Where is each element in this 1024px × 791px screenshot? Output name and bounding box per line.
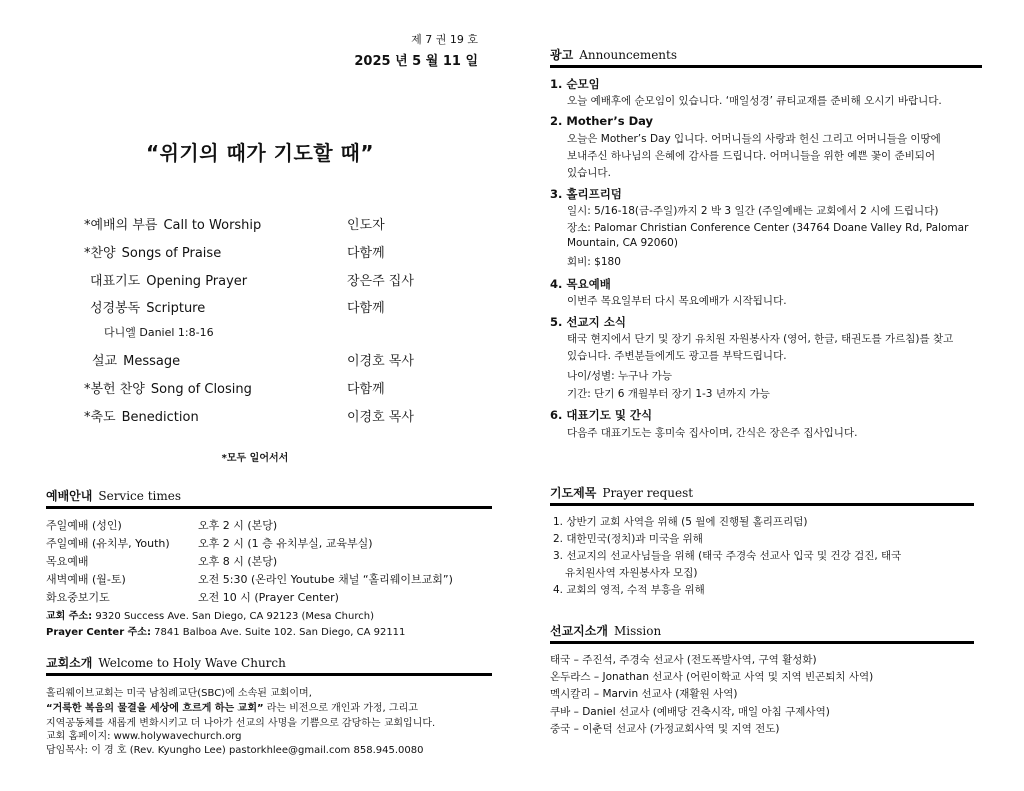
church-homepage: 교회 홈페이지: www.holywavechurch.org bbox=[46, 731, 242, 742]
order-item-ko: 성경봉독 bbox=[90, 301, 141, 316]
order-item-en: Message bbox=[123, 354, 181, 369]
church-address-label: 교회 주소: bbox=[46, 611, 93, 622]
announcement-line: 있습니다. 주변분들에게도 광고를 부탁드립니다. bbox=[567, 350, 787, 362]
service-time: 오후 2 시 (본당) bbox=[198, 519, 278, 532]
heading-ko: 기도제목 bbox=[550, 486, 597, 500]
announcement-line: 장소: Palomar Christian Conference Center (34764 Doane Valley Rd, Palomar bbox=[567, 222, 969, 234]
prayer-item: 1. 상반기 교회 사역을 위해 (5 월에 진행될 홀리프리덤) bbox=[553, 516, 808, 528]
welcome-vision-bold: “거룩한 복음의 물결을 세상에 흐르게 하는 교회” bbox=[46, 703, 264, 714]
prayer-item: 3. 선교지의 선교사님들을 위해 (태국 주경숙 선교사 입국 및 건강 검진, 태국 bbox=[553, 550, 902, 562]
announcement-title: 3. 홀리프리덤 bbox=[550, 187, 622, 201]
announcement-line: 다음주 대표기도는 홍미숙 집사이며, 간식은 장은주 집사입니다. bbox=[567, 427, 858, 439]
prayer-address-value: 7841 Balboa Ave. Suite 102. San Diego, CA 92111 bbox=[154, 627, 406, 638]
announcement-line: 회비: $180 bbox=[567, 256, 621, 268]
welcome-vision-rest: 라는 비전으로 개인과 가정, 그리고 bbox=[263, 703, 418, 714]
service-time: 오후 2 시 (1 층 유치부실, 교육부실) bbox=[198, 537, 373, 550]
service-times-heading bbox=[46, 487, 181, 504]
order-item-leader: 다함께 bbox=[347, 382, 385, 397]
heading-en: Mission bbox=[613, 624, 662, 638]
service-name: 새벽예배 (월-토) bbox=[46, 573, 126, 586]
announcements-divider bbox=[550, 65, 982, 68]
order-item-leader: 다함께 bbox=[347, 301, 385, 316]
order-item-ko: *봉헌 찬양 bbox=[84, 382, 145, 397]
bulletin-date: 2025 년 5 월 11 일 bbox=[354, 54, 478, 69]
order-item-en: Songs of Praise bbox=[121, 246, 222, 261]
prayer-item: 2. 대한민국(정치)과 미국을 위해 bbox=[553, 533, 703, 545]
mission-item: 온두라스 – Jonathan 선교사 (어린이학교 사역 및 지역 빈곤퇴치 사역) bbox=[550, 671, 874, 683]
mission-item: 쿠바 – Daniel 선교사 (예배당 건축시작, 매일 아침 구제사역) bbox=[550, 706, 830, 718]
order-item-en: Benediction bbox=[121, 410, 199, 425]
prayer-item: 4. 교회의 영적, 수적 부흥을 위해 bbox=[553, 584, 705, 596]
pastor-contact: 담임목사: 이 경 호 (Rev. Kyungho Lee) pastorkhlee@gmail.com 858.945.0080 bbox=[46, 745, 424, 756]
service-time: 오전 10 시 (Prayer Center) bbox=[198, 591, 339, 604]
welcome-line: 지역공동체를 새롭게 변화시키고 더 나아가 선교의 사명을 기쁨으로 감당하는 교회입니다. bbox=[46, 718, 436, 729]
announcement-line: 일시: 5/16-18(금-주일)까지 2 박 3 일간 (주일예배는 교회에서 2 시에 드립니다) bbox=[567, 205, 939, 217]
order-row-call-to-worship bbox=[84, 214, 444, 232]
heading-en: Prayer request bbox=[602, 486, 694, 500]
announcement-line: 보내주신 하나님의 은혜에 감사를 드립니다. 어머니들을 위한 예쁜 꽃이 준비되어 bbox=[567, 150, 936, 162]
welcome-heading bbox=[46, 654, 286, 671]
announcement-line: 태국 현지에서 단기 및 장기 유치원 자원봉사자 (영어, 한글, 태권도를 가르침)를 찾고 bbox=[567, 333, 954, 345]
announcement-line: 오늘은 Mother’s Day 입니다. 어머니들의 사랑과 헌신 그리고 어머니들을 이땅에 bbox=[567, 133, 941, 145]
announcement-line: 오늘 예배후에 순모임이 있습니다. ‘매일성경’ 큐티교재를 준비해 오시기 바랍니다. bbox=[567, 95, 942, 107]
prayer-divider bbox=[550, 503, 974, 506]
announcement-title: 5. 선교지 소식 bbox=[550, 315, 626, 329]
announcement-title: 6. 대표기도 및 간식 bbox=[550, 408, 653, 422]
announcement-line: 이번주 목요일부터 다시 목요예배가 시작됩니다. bbox=[567, 295, 787, 307]
announcement-title: 4. 목요예배 bbox=[550, 277, 611, 291]
mission-heading bbox=[550, 622, 661, 639]
scripture-reference: 다니엘 Daniel 1:8-16 bbox=[104, 326, 214, 339]
church-address bbox=[46, 607, 374, 622]
announcement-line: 나이/성별: 누구나 가능 bbox=[567, 370, 673, 382]
order-item-leader: 인도자 bbox=[347, 218, 385, 233]
order-item-leader: 장은주 집사 bbox=[347, 274, 414, 289]
order-row-message bbox=[92, 350, 452, 368]
order-item-leader: 다함께 bbox=[347, 246, 385, 261]
service-row bbox=[46, 517, 278, 533]
service-row bbox=[46, 589, 339, 605]
heading-ko: 선교지소개 bbox=[550, 624, 608, 638]
order-row-song-of-closing bbox=[84, 378, 444, 396]
order-item-ko: *축도 bbox=[84, 410, 116, 425]
heading-en: Service times bbox=[98, 489, 181, 503]
announcement-line: 기간: 단기 6 개월부터 장기 1-3 년까지 가능 bbox=[567, 388, 770, 400]
welcome-line: 홀리웨이브교회는 미국 남침례교단(SBC)에 소속된 교회이며, bbox=[46, 688, 312, 699]
service-row bbox=[46, 535, 373, 551]
heading-ko: 교회소개 bbox=[46, 656, 93, 670]
announcement-title: 2. Mother’s Day bbox=[550, 114, 654, 128]
service-name: 화요중보기도 bbox=[46, 591, 110, 604]
order-item-leader: 이경호 목사 bbox=[347, 354, 414, 369]
order-item-ko: *찬양 bbox=[84, 246, 116, 261]
announcement-title: 1. 순모임 bbox=[550, 77, 600, 91]
mission-item: 태국 – 주진석, 주경숙 선교사 (전도폭발사역, 구역 활성화) bbox=[550, 654, 817, 666]
heading-ko: 예배안내 bbox=[46, 489, 93, 503]
service-time: 오전 5:30 (온라인 Youtube 채널 “홀리웨이브교회”) bbox=[198, 573, 453, 586]
order-item-ko: *예배의 부름 bbox=[84, 218, 158, 233]
service-times-divider bbox=[46, 506, 492, 509]
order-row-songs-of-praise bbox=[84, 242, 444, 260]
order-item-en: Call to Worship bbox=[163, 218, 262, 233]
sermon-title: “위기의 때가 기도할 때” bbox=[145, 141, 375, 165]
mission-item: 멕시칼리 – Marvin 선교사 (재활원 사역) bbox=[550, 688, 738, 700]
order-row-scripture bbox=[90, 297, 450, 315]
service-name: 주일예배 (유치부, Youth) bbox=[46, 537, 170, 550]
order-item-ko: 대표기도 bbox=[90, 274, 141, 289]
heading-en: Welcome to Holy Wave Church bbox=[98, 656, 286, 670]
order-item-en: Song of Closing bbox=[150, 382, 252, 397]
order-item-ko: 설교 bbox=[92, 354, 118, 369]
heading-en: Announcements bbox=[579, 48, 678, 62]
welcome-divider bbox=[46, 673, 492, 676]
service-row bbox=[46, 553, 278, 569]
service-row bbox=[46, 571, 453, 587]
prayer-center-address bbox=[46, 623, 405, 638]
announcements-heading bbox=[550, 46, 677, 63]
order-item-en: Opening Prayer bbox=[146, 274, 248, 289]
prayer-heading bbox=[550, 484, 693, 501]
mission-item: 중국 – 이춘덕 선교사 (가정교회사역 및 지역 전도) bbox=[550, 723, 780, 735]
announcement-line: Mountain, CA 92060) bbox=[567, 237, 678, 249]
service-name: 주일예배 (성인) bbox=[46, 519, 122, 532]
order-item-en: Scripture bbox=[146, 301, 206, 316]
prayer-item: 유치원사역 자원봉사자 모집) bbox=[565, 567, 698, 579]
church-address-value: 9320 Success Ave. San Diego, CA 92123 (Mesa Church) bbox=[95, 611, 374, 622]
prayer-address-label: Prayer Center 주소: bbox=[46, 627, 151, 638]
bulletin-volume: 제 7 권 19 호 bbox=[411, 33, 478, 46]
order-item-leader: 이경호 목사 bbox=[347, 410, 414, 425]
order-row-benediction bbox=[84, 406, 444, 424]
standing-note: *모두 일어서서 bbox=[221, 453, 289, 464]
announcement-line: 있습니다. bbox=[567, 167, 611, 179]
service-time: 오후 8 시 (본당) bbox=[198, 555, 278, 568]
welcome-vision bbox=[46, 699, 418, 714]
mission-divider bbox=[550, 641, 974, 644]
service-name: 목요예배 bbox=[46, 555, 89, 568]
order-row-opening-prayer bbox=[90, 270, 450, 288]
heading-ko: 광고 bbox=[550, 48, 574, 62]
